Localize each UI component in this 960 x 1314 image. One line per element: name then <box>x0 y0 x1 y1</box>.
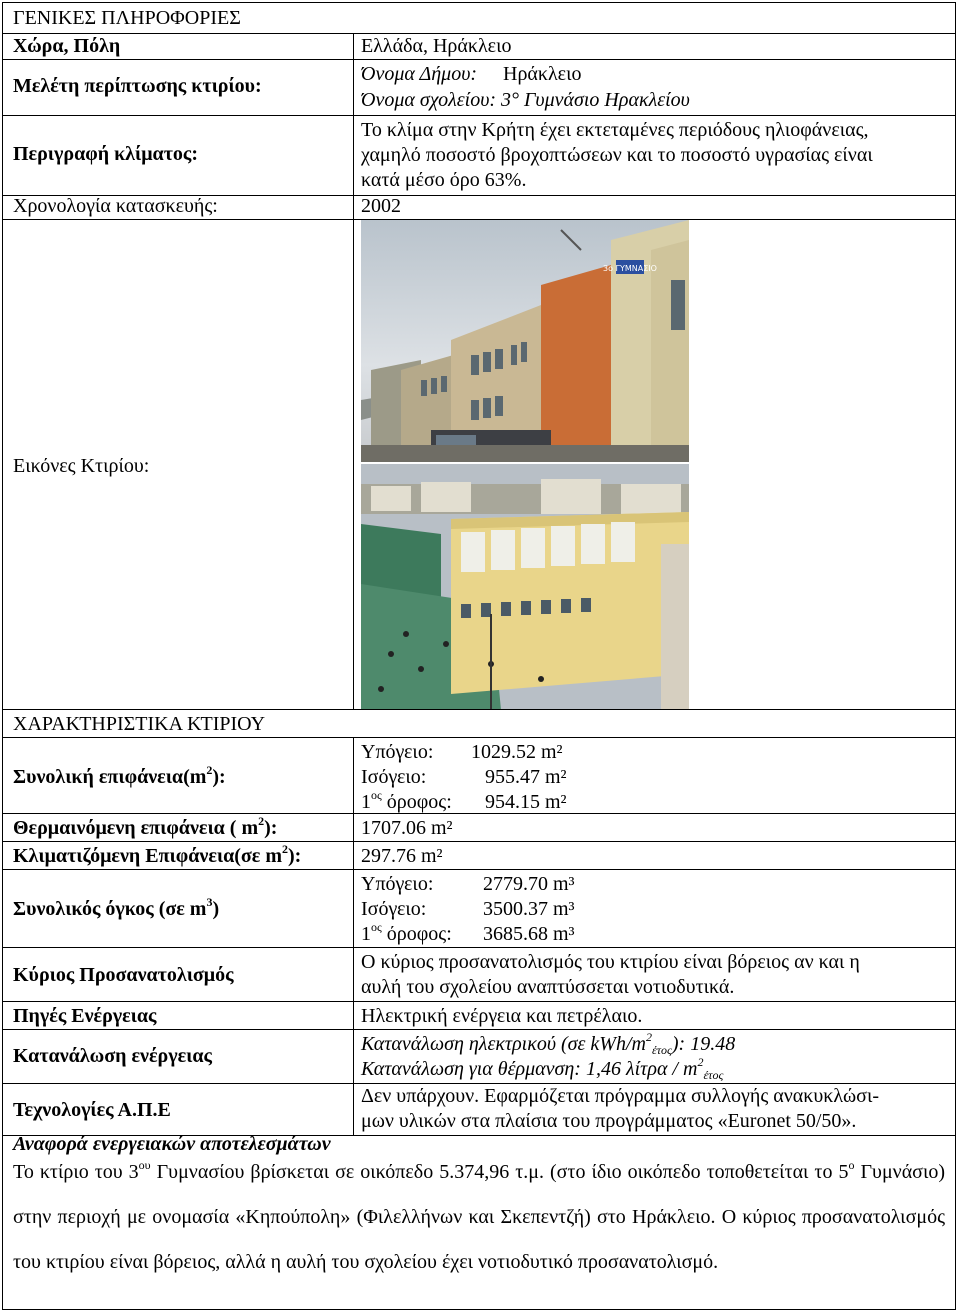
municipality-prefix: Όνομα Δήμου: <box>361 63 478 85</box>
school-sign-text: 3ο ΓΥΜΝΑΣΙΟ <box>603 264 657 273</box>
cooled-area-value: 297.76 m² <box>361 845 443 867</box>
heated-area-value: 1707.06 m² <box>361 817 453 839</box>
energy-sources-value: Ηλεκτρική ενέργεια και πετρέλαιο. <box>361 1005 643 1027</box>
report-paragraph: Το κτίριο του $3^{o\upsilon}$ Γυμνασίου βρίσκεται σε οικόπεδο 5.374,96 τ.μ. (στο ίδιο οικόπεδο τοποθετείται το $5^o$ Γυμνάσιο) στην περιοχή με ονομασία «Κηπούπολη» (Φιλελλήνων και Σκεπεντζή) στο Ηράκλειο. Ο κύριος προσανατολισμός του κτιρίου είναι βόρειος, αλλά η αυλή του σχολείου έχει νοτιοδυτικό προσανατολισμό. <box>13 1158 946 1273</box>
municipality-value: Ηράκλειο <box>503 63 582 85</box>
orientation-line-2: αυλή του σχολείου αναπτύσσεται νοτιοδυτικά. <box>361 976 735 998</box>
school-yard-photo <box>361 464 689 710</box>
res-line-1: Δεν υπάρχουν. Εφαρμόζεται πρόγραμμα συλλογής ανακυκλώσι- <box>361 1085 879 1107</box>
first-floor-area: 954.15 m² <box>485 791 567 813</box>
total-area-label: Συνολική $\varepsilon\pi\iota\varphi ά\nu\varepsilon\iota\alpha(m^2)$: <box>13 763 226 788</box>
heated-area-row <box>3 813 955 841</box>
column-divider <box>353 1030 354 1083</box>
country-row <box>3 33 955 59</box>
column-divider <box>353 842 354 869</box>
orientation-line-1: Ο κύριος προσανατολισμός του κτιρίου είναι βόρειος αν και η <box>361 951 860 973</box>
column-divider <box>353 738 354 813</box>
school-name: Όνομα σχολείου: 3° Γυμνάσιο Ηρακλείου <box>361 89 690 111</box>
year-label: Χρονολογία κατασκευής: <box>13 195 218 217</box>
building-info-document <box>2 2 956 1310</box>
column-divider <box>353 220 354 709</box>
case-label: Μελέτη περίπτωσης κτιρίου: <box>13 75 262 97</box>
climate-line-3: κατά μέσο όρο 63%. <box>361 169 527 191</box>
column-divider <box>353 34 354 59</box>
characteristics-heading: ΧΑΡΑΚΤΗΡΙΣΤΙΚΑ ΚΤΙΡΙΟΥ <box>13 713 266 735</box>
report-heading: Αναφορά ενεργειακών αποτελεσμάτων <box>13 1133 331 1155</box>
res-technologies-row <box>3 1083 955 1135</box>
climate-line-2: χαμηλό ποσοστό βροχοπτώσεων και το ποσοστό υγρασίας είναι <box>361 144 873 166</box>
column-divider <box>353 1084 354 1135</box>
ground-volume: 3500.37 m³ <box>483 898 575 920</box>
cooled-area-label: Κλιματιζόμενη Επιφάνεια(σε $m^2$): <box>13 842 302 867</box>
climate-label: Περιγραφή κλίματος: <box>13 143 199 165</box>
column-divider <box>353 814 354 841</box>
cooled-area-row <box>3 841 955 869</box>
ground-label: Ισόγειο: <box>361 766 427 788</box>
energy-sources-label: Πηγές Ενέργειας <box>13 1005 157 1027</box>
general-heading: ΓΕΝΙΚΕΣ ΠΛΗΡΟΦΟΡΙΕΣ <box>13 7 241 29</box>
res-line-2: μων υλικών στα πλαίσια του προγράμματος «Euronet 50/50». <box>361 1110 857 1132</box>
column-divider <box>353 1002 354 1029</box>
energy-sources-row <box>3 1001 955 1029</box>
heating-consumption: Κατανάλωση για θέρμανση: 1,46 λίτρα / $m^2_{έ\tau o\varsigma}$ <box>361 1055 724 1082</box>
first-floor-volume-label: $1^{o\varsigma}$ όροφος: <box>361 920 452 945</box>
column-divider <box>353 60 354 115</box>
basement-area: 1029.52 m² <box>471 741 563 763</box>
electricity-consumption: Κατανάλωση ηλεκτρικού (σε kWh/$m^2_{έ\tau o\varsigma}$): 19.48 <box>361 1030 736 1057</box>
first-floor-volume: 3685.68 m³ <box>483 923 575 945</box>
column-divider <box>353 196 354 219</box>
climate-row <box>3 115 955 195</box>
case-study-row <box>3 59 955 115</box>
images-row <box>3 219 955 709</box>
res-label: Τεχνολογίες Α.Π.Ε <box>13 1099 171 1121</box>
building-facade-photo <box>361 220 689 462</box>
heated-area-label: Θερμαινόμενη επιφάνεια ( $m^2$): <box>13 814 278 839</box>
basement-label: Υπόγειο: <box>361 741 434 763</box>
basement-volume-label: Υπόγειο: <box>361 873 434 895</box>
column-divider <box>353 870 354 947</box>
general-heading-row <box>3 3 955 33</box>
climate-line-1: Το κλίμα στην Κρήτη έχει εκτεταμένες περιόδους ηλιοφάνειας, <box>361 119 869 141</box>
column-divider <box>353 116 354 195</box>
country-value: Ελλάδα, Ηράκλειο <box>361 35 512 57</box>
column-divider <box>353 948 354 1001</box>
first-floor-label: $1^{o\varsigma}$ όροφος: <box>361 788 452 813</box>
orientation-row <box>3 947 955 1001</box>
orientation-label: Κύριος Προσανατολισμός <box>13 964 234 986</box>
characteristics-heading-row <box>3 709 955 737</box>
ground-area: 955.47 m² <box>485 766 567 788</box>
total-area-row <box>3 737 955 813</box>
images-label: Εικόνες Κτιρίου: <box>13 455 150 477</box>
total-volume-row <box>3 869 955 947</box>
consumption-row <box>3 1029 955 1083</box>
basement-volume: 2779.70 m³ <box>483 873 575 895</box>
year-value: 2002 <box>361 195 401 217</box>
report-section <box>3 1135 955 1311</box>
country-label: Χώρα, Πόλη <box>13 35 121 57</box>
total-volume-label: Συνολικός όγκος (σε $m^3$) <box>13 895 220 920</box>
ground-volume-label: Ισόγειο: <box>361 898 427 920</box>
consumption-label: Κατανάλωση ενέργειας <box>13 1045 212 1067</box>
year-row <box>3 195 955 219</box>
